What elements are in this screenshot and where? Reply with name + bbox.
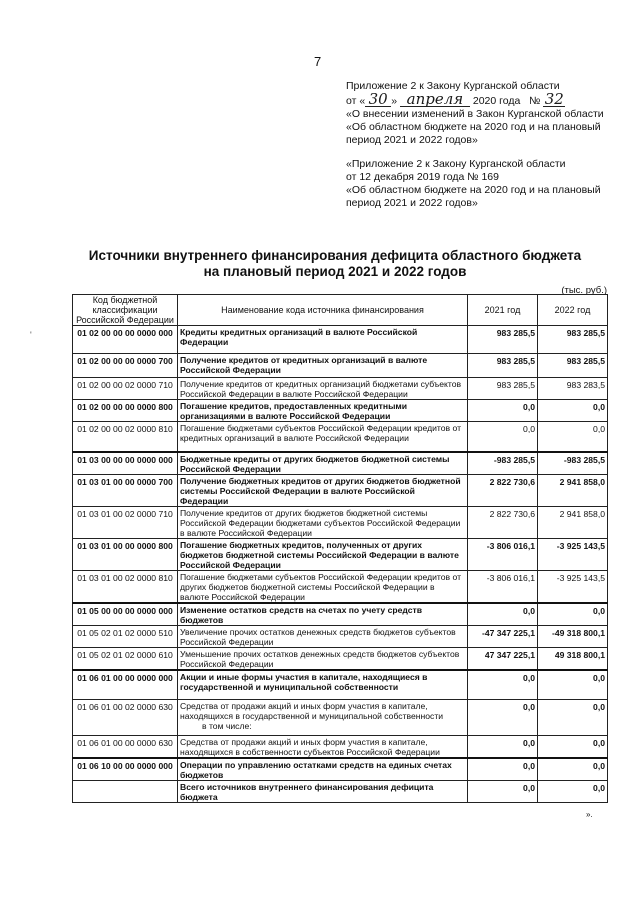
table-row — [73, 625, 608, 647]
row-name: Уменьшение прочих остатков денежных средств бюджетов субъектов Российской Федерации — [178, 647, 468, 670]
page-number: 7 — [314, 54, 322, 69]
row-code: 01 02 00 00 02 0000 810 — [73, 422, 178, 452]
row-2022: 0,0 — [538, 700, 608, 736]
row-name: Средства от продажи акций и иных форм участия в капитале, находящихся в собственности субъектов Российской Федерации — [178, 736, 468, 759]
row-name: Операции по управлению остатками средств на единых счетах бюджетов — [178, 758, 468, 781]
table-row — [73, 422, 608, 452]
table-row — [73, 326, 608, 354]
row-2021: 0,0 — [468, 422, 538, 452]
appendix-current-block — [346, 80, 631, 147]
row-2022: 0,0 — [538, 781, 608, 803]
table-row — [73, 670, 608, 700]
row-2022: -983 285,5 — [538, 452, 608, 475]
appendix-original-line1: «Приложение 2 к Закону Курганской области — [346, 158, 566, 170]
appendix-original-block — [346, 158, 631, 210]
row-2021: -3 806 016,1 — [468, 570, 538, 603]
row-2022: 983 285,5 — [538, 354, 608, 378]
appendix-current-line3: «О внесении изменений в Закон Курганской области — [346, 108, 604, 120]
row-code: 01 05 02 01 02 0000 610 — [73, 647, 178, 670]
table-row — [73, 506, 608, 538]
row-2021: 0,0 — [468, 781, 538, 803]
units-label: (тыс. руб.) — [561, 285, 607, 296]
row-2021: 983 285,5 — [468, 378, 538, 400]
table-row — [73, 474, 608, 506]
row-2022: 0,0 — [538, 670, 608, 700]
row-code: 01 05 00 00 00 0000 000 — [73, 603, 178, 626]
row-code: 01 03 01 00 00 0000 700 — [73, 474, 178, 506]
financing-table — [72, 294, 608, 803]
row-2022: -3 925 143,5 — [538, 538, 608, 570]
header-2021: 2021 год — [468, 295, 538, 326]
row-name-text: Средства от продажи акций и иных форм участия в капитале, находящихся в государственной и муниципальной собственности — [180, 701, 444, 721]
row-2021: 0,0 — [468, 603, 538, 626]
row-name — [178, 700, 468, 736]
appendix-original-line2: от 12 декабря 2019 года № 169 — [346, 171, 499, 183]
row-name: Получение кредитов от кредитных организаций в валюте Российской Федерации — [178, 354, 468, 378]
row-name-extra: в том числе: — [202, 721, 252, 731]
row-code: 01 03 01 00 00 0000 800 — [73, 538, 178, 570]
table-row — [73, 354, 608, 378]
row-2022: 0,0 — [538, 736, 608, 759]
row-2021: 0,0 — [468, 670, 538, 700]
row-2021: 47 347 225,1 — [468, 647, 538, 670]
row-2021: 0,0 — [468, 700, 538, 736]
table-header-row — [73, 295, 608, 326]
row-code: 01 05 02 01 02 0000 510 — [73, 625, 178, 647]
title-line2: на плановый период 2021 и 2022 годов — [203, 264, 467, 279]
margin-tick: ' — [30, 330, 32, 340]
table-row — [73, 452, 608, 475]
closing-quote-mark: ». — [586, 810, 593, 819]
appendix-quote-close: » — [391, 95, 398, 107]
row-2021: 983 285,5 — [468, 354, 538, 378]
row-2021: 2 822 730,6 — [468, 474, 538, 506]
appendix-number-prefix: № — [529, 95, 541, 107]
row-code: 01 03 00 00 00 0000 000 — [73, 452, 178, 475]
table-row — [73, 700, 608, 736]
table-row — [73, 736, 608, 759]
row-code: 01 03 01 00 02 0000 710 — [73, 506, 178, 538]
appendix-current-line5: период 2021 и 2022 годов» — [346, 134, 478, 146]
table-row — [73, 400, 608, 422]
row-code: 01 02 00 00 00 0000 700 — [73, 354, 178, 378]
row-code — [73, 781, 178, 803]
row-name: Изменение остатков средств на счетах по учету средств бюджетов — [178, 603, 468, 626]
row-2022: -3 925 143,5 — [538, 570, 608, 603]
row-name: Погашение бюджетами субъектов Российской Федерации кредитов от кредитных организаций в валюте Российской Федерации — [178, 422, 468, 452]
row-2022: 0,0 — [538, 603, 608, 626]
appendix-current-line4: «Об областном бюджете на 2020 год и на плановый — [346, 121, 601, 133]
header-2022: 2022 год — [538, 295, 608, 326]
table-row — [73, 378, 608, 400]
row-name: Погашение бюджетами субъектов Российской Федерации кредитов от других бюджетов бюджетной системы Российской Федерации в валюте Российской Федерации — [178, 570, 468, 603]
row-2022: -49 318 800,1 — [538, 625, 608, 647]
row-name: Бюджетные кредиты от других бюджетов бюджетной системы Российской Федерации — [178, 452, 468, 475]
appendix-current-line1: Приложение 2 к Закону Курганской области — [346, 80, 560, 92]
document-title — [70, 248, 600, 280]
row-name: Всего источников внутреннего финансирования дефицита бюджета — [178, 781, 468, 803]
header-code: Код бюджетной классификации Российской Федерации — [73, 295, 178, 326]
row-name: Акции и иные формы участия в капитале, находящиеся в государственной и муниципальной собственности — [178, 670, 468, 700]
handwritten-day: 30 — [365, 93, 391, 107]
table-row — [73, 570, 608, 603]
row-name: Получение кредитов от кредитных организаций бюджетами субъектов Российской Федерации в валюте Российской Федерации — [178, 378, 468, 400]
table-row — [73, 538, 608, 570]
row-2022: 2 941 858,0 — [538, 474, 608, 506]
row-code: 01 06 01 00 00 0000 000 — [73, 670, 178, 700]
table-row — [73, 758, 608, 781]
appendix-original-line3: «Об областном бюджете на 2020 год и на плановый — [346, 184, 601, 196]
row-2022: 0,0 — [538, 422, 608, 452]
row-2021: 0,0 — [468, 736, 538, 759]
row-2022: 0,0 — [538, 758, 608, 781]
handwritten-month: апреля — [400, 93, 470, 107]
row-2021: 2 822 730,6 — [468, 506, 538, 538]
row-2021: 0,0 — [468, 400, 538, 422]
appendix-from-prefix: от « — [346, 95, 366, 107]
row-2022: 983 283,5 — [538, 378, 608, 400]
row-2021: 0,0 — [468, 758, 538, 781]
row-code: 01 02 00 00 00 0000 800 — [73, 400, 178, 422]
title-line1: Источники внутреннего финансирования дефицита областного бюджета — [88, 248, 582, 263]
row-code: 01 03 01 00 02 0000 810 — [73, 570, 178, 603]
table-row — [73, 647, 608, 670]
row-2021: 983 285,5 — [468, 326, 538, 354]
row-2022: 983 285,5 — [538, 326, 608, 354]
table-row — [73, 603, 608, 626]
row-code: 01 02 00 00 00 0000 000 — [73, 326, 178, 354]
row-2021: -983 285,5 — [468, 452, 538, 475]
row-2021: -3 806 016,1 — [468, 538, 538, 570]
header-name: Наименование кода источника финансирования — [178, 295, 468, 326]
row-2021: -47 347 225,1 — [468, 625, 538, 647]
appendix-original-line4: период 2021 и 2022 годов» — [346, 197, 478, 209]
row-name: Погашение кредитов, предоставленных кредитными организациями в валюте Российской Федерации — [178, 400, 468, 422]
row-name: Увеличение прочих остатков денежных средств бюджетов субъектов Российской Федерации — [178, 625, 468, 647]
appendix-current-date-line — [346, 90, 631, 108]
row-2022: 49 318 800,1 — [538, 647, 608, 670]
row-code: 01 06 10 00 00 0000 000 — [73, 758, 178, 781]
appendix-year: 2020 года — [472, 95, 521, 107]
row-name: Кредиты кредитных организаций в валюте Российской Федерации — [178, 326, 468, 354]
row-code: 01 06 01 00 00 0000 630 — [73, 736, 178, 759]
row-2022: 2 941 858,0 — [538, 506, 608, 538]
row-code: 01 02 00 00 02 0000 710 — [73, 378, 178, 400]
handwritten-number: 32 — [544, 90, 564, 108]
row-code: 01 06 01 00 02 0000 630 — [73, 700, 178, 736]
row-name: Получение кредитов от других бюджетов бюджетной системы Российской Федерации бюджетами субъектов Российской Федерации в валюте Российской Федерации — [178, 506, 468, 538]
table-total-row — [73, 781, 608, 803]
row-name: Погашение бюджетных кредитов, полученных от других бюджетов бюджетной системы Российской Федерации в валюте Российской Федерации — [178, 538, 468, 570]
row-name: Получение бюджетных кредитов от других бюджетов бюджетной системы Российской Федерации в валюте Российской Федерации — [178, 474, 468, 506]
row-2022: 0,0 — [538, 400, 608, 422]
